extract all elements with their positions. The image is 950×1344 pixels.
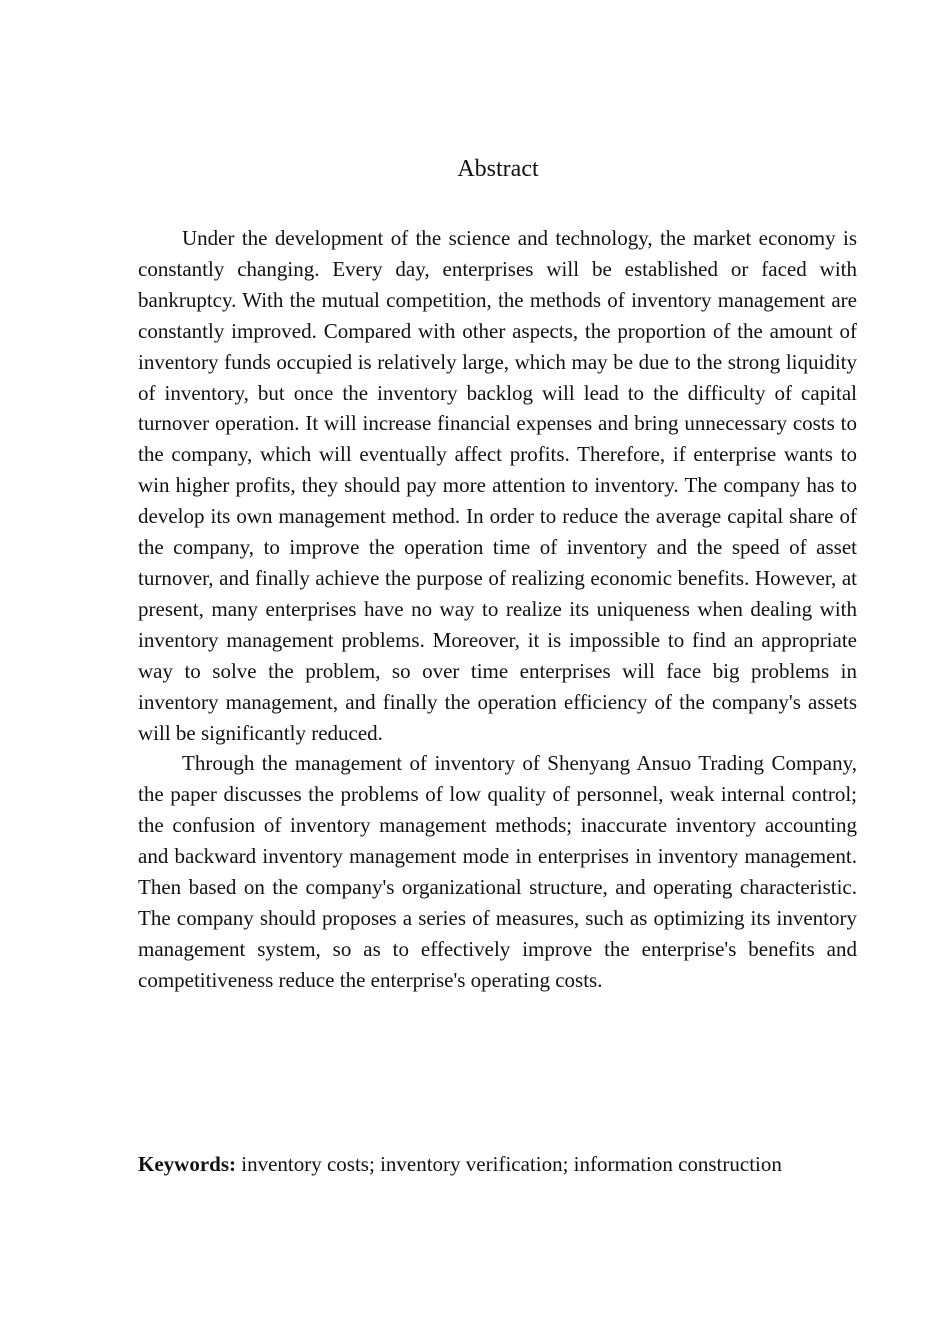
abstract-paragraph-1: Under the development of the science and technology, the market economy is constantly changing. Every day, enterprises will be established or faced with bankruptcy. With the mutual competition, the methods of inventory management are constantly improved. Compared with other aspects, the proportion of the amount of inventory funds occupied is relatively large, which may be due to the strong liquidity of inventory, but once the inventory backlog will lead to the difficulty of capital turnover operation. It will increase financial expenses and bring unnecessary costs to the company, which will eventually affect profits. Therefore, if enterprise wants to win higher profits, they should pay more attention to inventory. The company has to develop its own management method. In order to reduce the average capital share of the company, to improve the operation time of inventory and the speed of asset turnover, and finally achieve the purpose of realizing economic benefits. However, at present, many enterprises have no way to realize its uniqueness when dealing with inventory management problems. Moreover, it is impossible to find an appropriate way to solve the problem, so over time enterprises will face big problems in inventory management, and finally the operation efficiency of the company's assets will be significantly reduced. — [138, 226, 857, 745]
abstract-paragraph-2: Through the management of inventory of Shenyang Ansuo Trading Company, the paper discusses the problems of low quality of personnel, weak internal control; the confusion of inventory management methods; inaccurate inventory accounting and backward inventory management mode in enterprises in inventory management. Then based on the company's organizational structure, and operating characteristic. The company should proposes a series of measures, such as optimizing its inventory management system, so as to effectively improve the enterprise's benefits and competitiveness reduce the enterprise's operating costs. — [138, 751, 857, 992]
abstract-title: Abstract — [457, 156, 539, 182]
keywords-text: inventory costs; inventory verification; information construction — [236, 1152, 782, 1176]
keywords-line — [138, 1149, 898, 1180]
abstract-body — [138, 223, 857, 996]
keywords-label: Keywords: — [138, 1152, 236, 1176]
